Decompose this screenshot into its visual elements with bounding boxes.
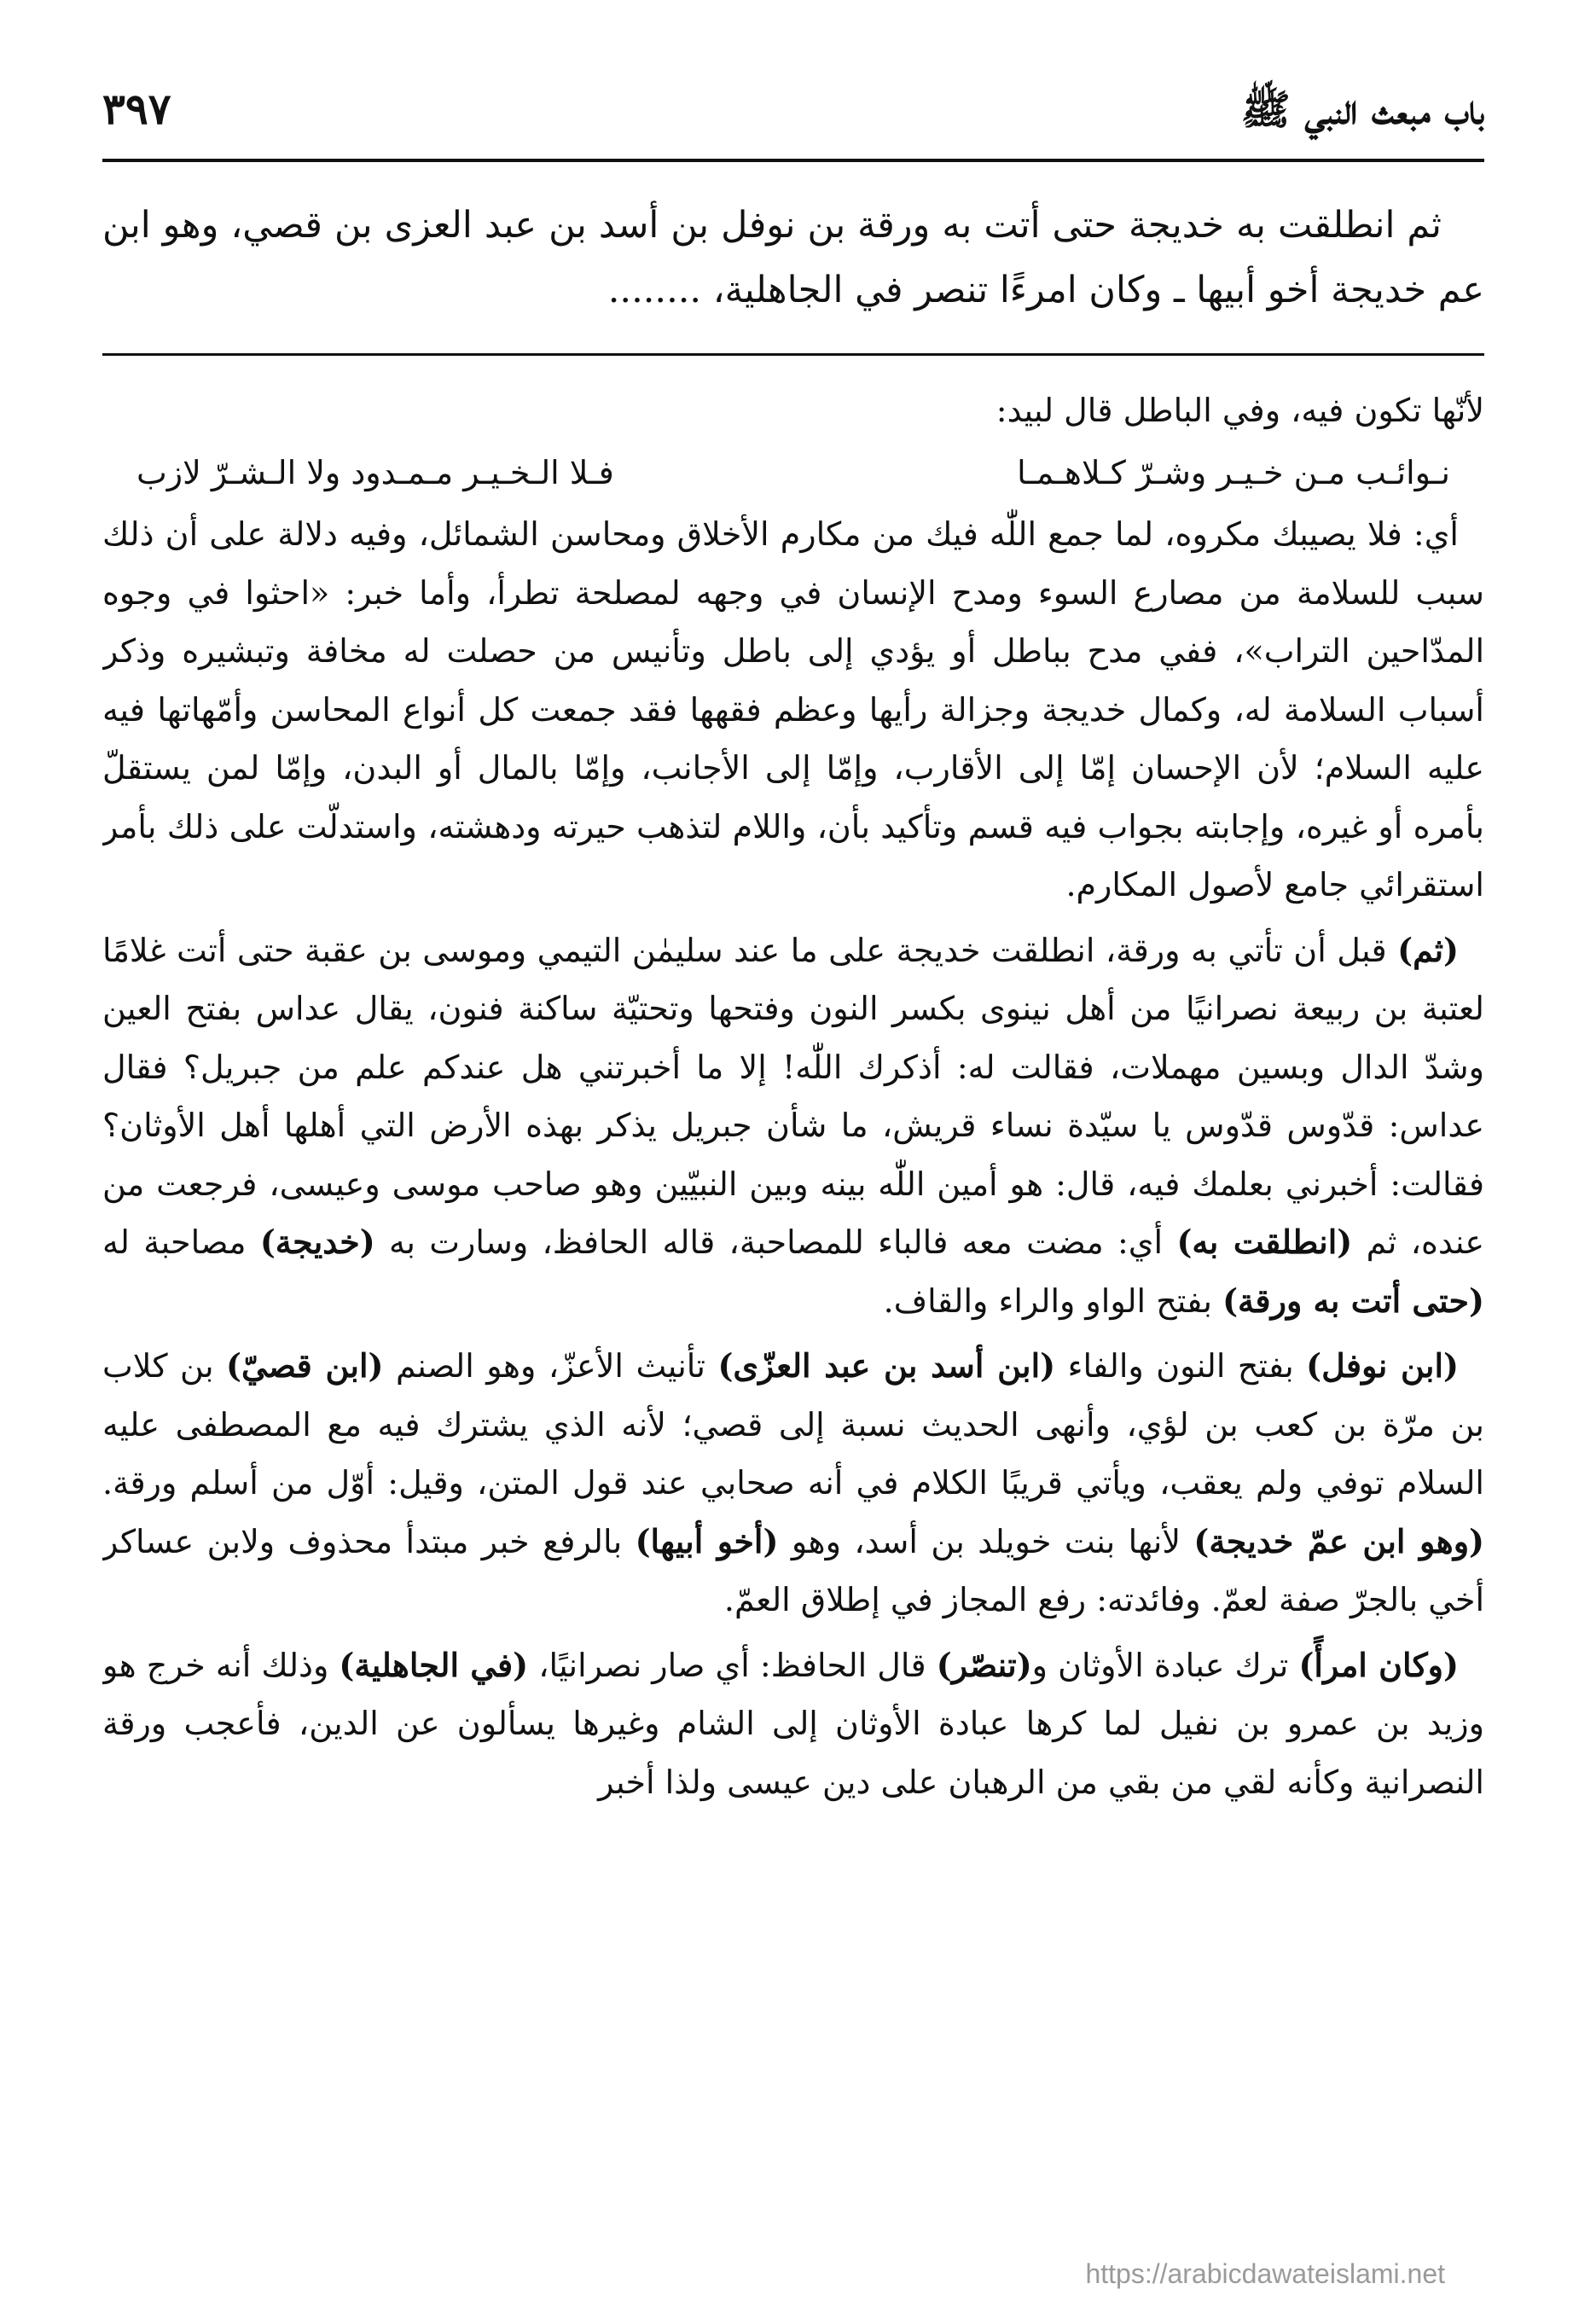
commentary-paragraph	[102, 1337, 1484, 1630]
paragraph-text: أي: مضت معه فالباء للمصاحبة، قاله الحافظ، وسارت به	[374, 1223, 1177, 1261]
quoted-term: (في الجاهلية)	[339, 1645, 529, 1684]
page-number: ٣٩٧	[102, 84, 171, 134]
commentary-paragraph	[102, 1636, 1484, 1812]
commentary-paragraph: أي: فلا يصيبك مكروه، لما جمع اللّٰه فيك من مكارم الأخلاق ومحاسن الشمائل، وفيه دلالة على أن ذلك سبب للسلامة من مصارع السوء ومدح الإنسان في وجهه لمصلحة تطرأ، وأما خبر: «احثوا في وجوه المدّاحين التراب»، ففي مدح بباطل أو يؤدي إلى باطل وتأنيس من حصلت له مخافة وتبشيره وذكر أسباب السلامة له، وكمال خديجة وجزالة رأيها وعظم فقهها فقد جمعت كل أنواع المحاسن وأمّهاتها فيه عليه السلام؛ لأن الإحسان إمّا إلى الأقارب، وإمّا إلى الأجانب، وإمّا بالمال أو البدن، وإمّا لمن يستقلّ بأمره أو غيره، وإجابته بجواب فيه قسم وتأكيد بأن، واللام لتذهب حيرته ودهشته، واستدلّت على ذلك بأمر استقرائي جامع لأصول المكارم.	[102, 515, 1484, 903]
paragraph-text: لأنها بنت خويلد بن أسد، وهو	[778, 1522, 1194, 1560]
quoted-term: (وكان امرأً)	[1298, 1645, 1459, 1684]
quoted-term: (ابن نوفل)	[1306, 1346, 1459, 1385]
quoted-term: (ابن أسد بن عبد العزّى)	[717, 1346, 1056, 1385]
paragraph-text: وذلك أنه خرج هو وزيد بن عمرو بن نفيل لما كرها عبادة الأوثان إلى الشام وغيرها يسألون عن الدين، فأعجب ورقة النصرانية وكأنه لقي من بقي من الرهبان على دين عيسى ولذا أخبر	[102, 1646, 1484, 1801]
verse-second-hemistich: فـلا الـخـيـر مـمـدود ولا الـشـرّ لازب	[136, 453, 614, 491]
paragraph-text: قال الحافظ: أي صار نصرانيًا،	[528, 1646, 937, 1684]
page-header	[102, 77, 1484, 162]
paragraph-text: بفتح النون والفاء	[1055, 1347, 1307, 1385]
quoted-term: (أخو أبيها)	[635, 1521, 779, 1560]
quoted-term: (تنصّر)	[936, 1645, 1032, 1684]
main-text: ثم انطلقت به خديجة حتى أتت به ورقة بن نوفل بن أسد بن عبد العزى بن قصي، وهو ابن عم خديجة أخو أبيها ـ وكان امرءًا تنصر في الجاهلية، ........	[102, 193, 1484, 356]
paragraph-text: مصاحبة له	[102, 1223, 260, 1261]
paragraph-text: تأنيث الأعزّ، وهو الصنم	[383, 1347, 718, 1385]
quoted-term: (انطلقت به)	[1176, 1223, 1353, 1261]
paragraph-text: قبل أن تأتي به ورقة، انطلقت خديجة على ما عند سليمٰن التيمي وموسى بن عقبة حتى أتت غلامًا لعتبة بن ربيعة نصرانيًا من أهل نينوى بكسر النون وفتحها وتحتيّة ساكنة فنون، يقال عداس بفتح العين وشدّ الدال وبسين مهملات، فقالت له: أذكرك اللّٰه! إلا ما أخبرتني هل عندكم علم من جبريل؟ فقال عداس: قدّوس قدّوس يا سيّدة نساء قريش، ما شأن جبريل يذكر بهذه الأرض التي أهلها أهل الأوثان؟ فقالت: أخبرني بعلمك فيه، قال: هو أمين اللّٰه بينه وبين النبيّين وهو صاحب موسى وعيسى، فرجعت من عنده، ثم	[102, 931, 1484, 1261]
chapter-title: باب مبعث النبي ﷺ	[1240, 86, 1484, 134]
paragraph-text: بفتح الواو والراء والقاف.	[883, 1281, 1223, 1320]
book-page	[102, 77, 1484, 2261]
commentary-paragraph: لأنّها تكون فيه، وفي الباطل قال لبيد:	[995, 392, 1484, 429]
paragraph-text: ترك عبادة الأوثان و	[1031, 1646, 1299, 1684]
quoted-term: (حتى أتت به ورقة)	[1222, 1281, 1484, 1320]
quoted-term: (وهو ابن عمّ خديجة)	[1193, 1521, 1484, 1560]
watermark-url: https://arabicdawateislami.net	[1085, 2258, 1445, 2289]
quoted-term: (ثم)	[1397, 930, 1459, 969]
quoted-term: (ابن قصيّ)	[226, 1346, 384, 1385]
commentary-paragraph	[102, 921, 1484, 1331]
paragraph-text: بالرفع خبر مبتدأ محذوف ولابن عساكر أخي بالجرّ صفة لعمّ. وفائدته: رفع المجاز في إطلاق العمّ.	[102, 1522, 1484, 1618]
verse-first-hemistich: نـوائـب مـن خـيـر وشـرّ كـلاهـمـا	[1017, 453, 1450, 491]
paragraph-text: بن كلاب بن مرّة بن كعب بن لؤي، وأنهى الحديث نسبة إلى قصي؛ لأنه الذي يشترك فيه مع المصطفى عليه السلام توفي ولم يعقب، ويأتي قريبًا الكلام في أنه صحابي عند قول المتن، وقيل: أوّل من أسلم ورقة.	[102, 1347, 1484, 1502]
commentary	[102, 381, 1484, 1811]
quoted-term: (خديجة)	[259, 1223, 375, 1261]
poetry-verse	[102, 444, 1484, 503]
